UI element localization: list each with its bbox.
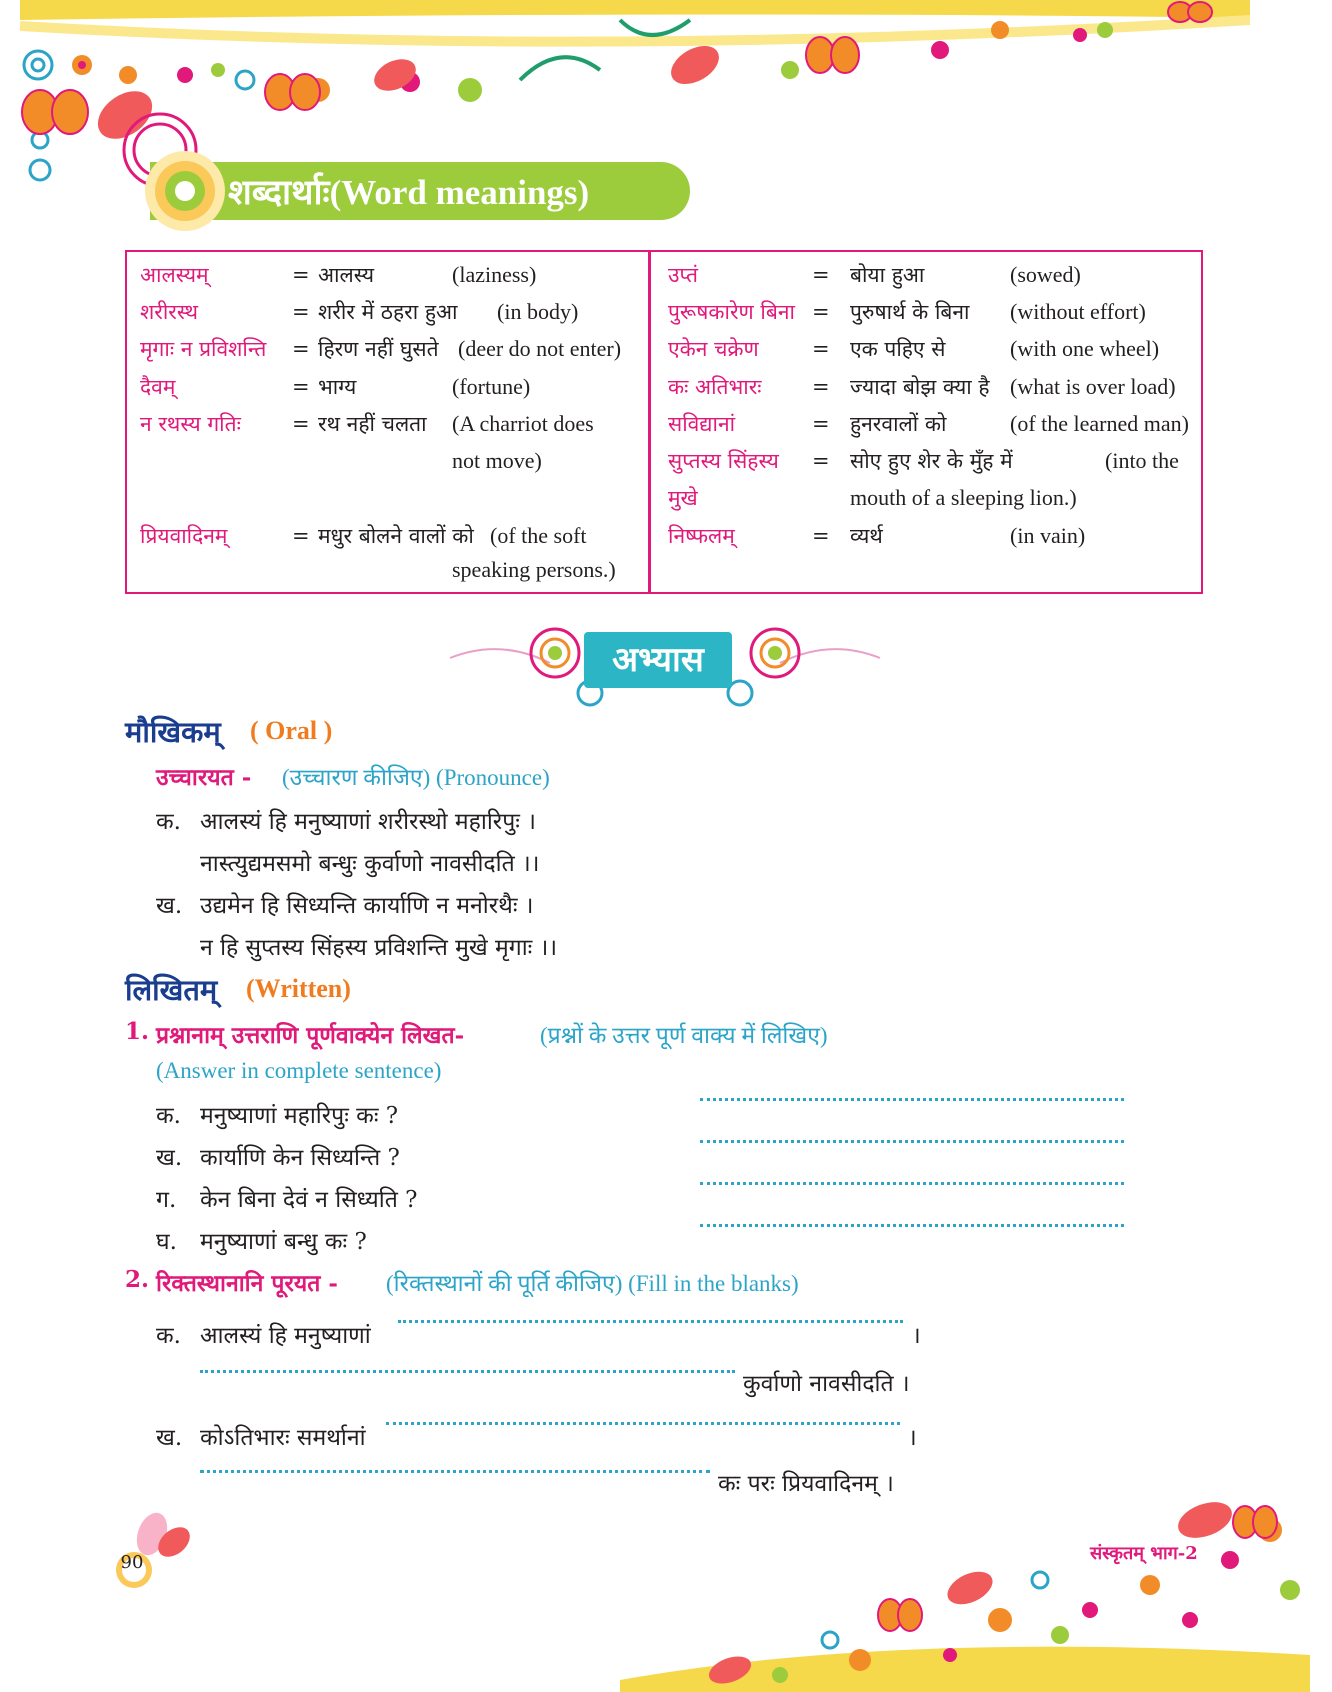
answer-line[interactable] [700,1098,1124,1101]
glossary-sep: = [812,449,830,473]
fill-blank-line[interactable] [200,1370,735,1373]
oral-item-line: आलस्यं हि मनुष्याणां शरीरस्थो महारिपुः । [200,809,536,835]
abhyas-title: अभ्यास [612,640,704,680]
glossary-english: (sowed) [1010,262,1081,287]
answer-line[interactable] [700,1182,1124,1185]
glossary-english: (into the [1105,448,1179,473]
q1-item-label: ग. [156,1187,177,1213]
answer-line[interactable] [700,1140,1124,1143]
q2-item-label: ख. [156,1425,183,1451]
q2-item-start: आलस्यं हि मनुष्याणां [200,1323,371,1349]
q1-item-text: मनुष्याणां महारिपुः कः ? [200,1103,399,1129]
glossary-sep: = [812,300,830,324]
glossary-term: सुप्तस्य सिंहस्य [668,449,779,473]
bottom-floral-decoration [0,1480,1332,1692]
glossary-meaning: रथ नहीं चलता [318,412,427,436]
book-title: संस्कृतम् भाग-2 [1090,1543,1198,1564]
written-heading-en: (Written) [246,974,351,1003]
glossary-english-cont: not move) [452,448,542,473]
glossary-english-cont: mouth of a sleeping lion.) [850,485,1077,510]
glossary-meaning: सोए हुए शेर के मुँह में [850,449,1013,473]
answer-line[interactable] [700,1224,1124,1227]
glossary-meaning: एक पहिए से [850,337,946,361]
glossary-english: (in vain) [1010,523,1086,548]
glossary-meaning: ज्यादा बोझ क्या है [850,375,990,399]
glossary-sep: = [292,337,310,361]
glossary-sep: = [812,375,830,399]
oral-item-line: उद्यमेन हि सिध्यन्ति कार्याणि न मनोरथैः । [200,893,534,919]
oral-item-line: नास्त्युद्यमसमो बन्धुः कुर्वाणो नावसीदति ।। [200,851,540,877]
glossary-sep: = [292,524,310,548]
q2-item-start: कोऽतिभारः समर्थानां [200,1425,366,1451]
fill-blank-line[interactable] [398,1320,903,1323]
oral-item-label: क. [156,809,181,835]
q2-item-end: । [908,1425,917,1451]
q1-title: प्रश्नानाम् उत्तराणि पूर्णवाक्येन लिखत- [156,1022,465,1049]
glossary-term: पुरूषकारेण बिना [668,300,795,324]
q1-number: 1. [125,1018,150,1045]
glossary-english: (with one wheel) [1010,336,1160,361]
q1-item-label: ख. [156,1145,183,1171]
glossary-divider [648,250,651,594]
q2-item-label: क. [156,1323,181,1349]
glossary-english: (of the learned man) [1010,411,1189,436]
glossary-term: दैवम् [140,375,176,399]
glossary-sep: = [292,375,310,399]
glossary-english: (laziness) [452,262,537,287]
glossary-sep: = [812,412,830,436]
glossary-sep: = [812,263,830,287]
glossary-term: कः अतिभारः [668,375,762,399]
q2-item-end: । [912,1323,921,1349]
glossary-term: मृगाः न प्रविशन्ति [140,337,267,361]
glossary-sep: = [292,412,310,436]
oral-item-label: ख. [156,893,183,919]
glossary-meaning: पुरुषार्थ के बिना [850,300,970,324]
glossary-term: प्रियवादिनम् [140,524,228,548]
glossary-term: उप्तं [668,263,698,287]
q1-title-hi: (प्रश्नों के उत्तर पूर्ण वाक्य में लिखिए) [540,1023,828,1048]
oral-item-line: न हि सुप्तस्य सिंहस्य प्रविशन्ति मुखे मृगाः ।। [200,935,558,961]
glossary-term: न रथस्य गतिः [140,412,241,436]
fill-blank-line[interactable] [386,1422,900,1425]
oral-instruction-hi: (उच्चारण कीजिए) (Pronounce) [282,765,550,790]
q2-number: 2. [125,1266,150,1293]
banner-circle-ornament [142,148,228,234]
glossary-meaning: हिरण नहीं घुसते [318,337,439,361]
glossary-meaning: बोया हुआ [850,263,925,287]
glossary-sep: = [812,337,830,361]
glossary-english-cont: speaking persons.) [452,557,616,582]
glossary-term: सविद्यानां [668,412,736,436]
glossary-sep: = [812,524,830,548]
glossary-term-cont: मुखे [668,486,698,510]
q1-item-text: मनुष्याणां बन्धु कः ? [200,1229,367,1255]
glossary-meaning: शरीर में ठहरा हुआ [318,300,458,324]
q2-title-hi: (रिक्तस्थानों की पूर्ति कीजिए) (Fill in the blanks) [386,1271,799,1296]
oral-heading-en: ( Oral ) [250,716,333,745]
section-title: शब्दार्थाः(Word meanings) [228,173,590,212]
glossary-english: (fortune) [452,374,531,399]
glossary-meaning: भाग्य [318,375,357,399]
q1-item-text: केन बिना देवं न सिध्यति ? [200,1187,418,1213]
q2-item-end: कुर्वाणो नावसीदति । [743,1371,910,1397]
q2-item-end: कः परः प्रियवादिनम् । [718,1471,894,1497]
written-heading: लिखितम् [125,973,218,1007]
glossary-english: (A charriot does [452,411,594,436]
glossary-term: शरीरस्थ [140,300,199,324]
oral-heading: मौखिकम् [125,715,221,749]
glossary-english: (deer do not enter) [458,336,622,361]
q2-title: रिक्तस्थानानि पूरयत - [156,1270,338,1297]
glossary-meaning: आलस्य [318,263,375,287]
q1-title-en: (Answer in complete sentence) [156,1058,442,1083]
glossary-english: (of the soft [490,523,587,548]
glossary-meaning: मधुर बोलने वालों को [318,524,474,548]
glossary-meaning: हुनरवालों को [850,412,947,436]
glossary-meaning: व्यर्थ [850,524,883,548]
glossary-sep: = [292,263,310,287]
glossary-term: निष्फलम् [668,524,735,548]
q1-item-label: घ. [156,1229,177,1255]
fill-blank-line[interactable] [200,1470,710,1473]
glossary-term: आलस्यम् [140,263,209,287]
q1-item-label: क. [156,1103,181,1129]
oral-instruction: उच्चारयत - [156,764,252,791]
page-number: 90 [120,1552,144,1573]
glossary-sep: = [292,300,310,324]
q1-item-text: कार्याणि केन सिध्यन्ति ? [200,1145,400,1171]
glossary-term: एकेन चक्रेण [668,337,759,361]
glossary-english: (what is over load) [1010,374,1176,399]
glossary-english: (in body) [497,299,579,324]
glossary-english: (without effort) [1010,299,1146,324]
